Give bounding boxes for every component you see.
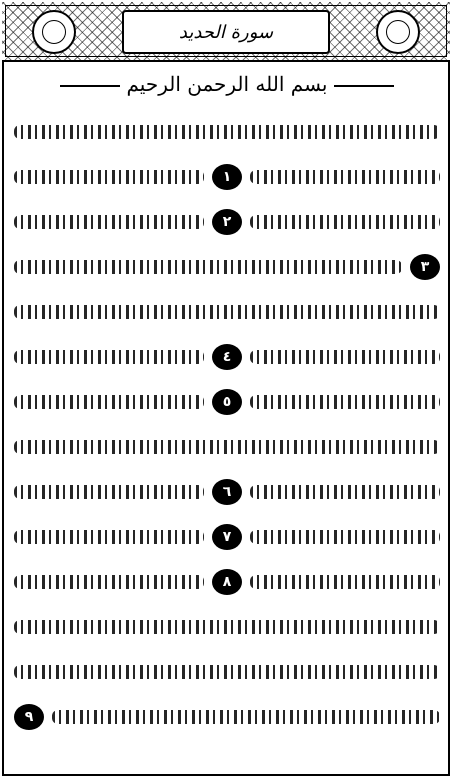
text-line [10,380,444,425]
text-line [10,605,444,650]
script-text [14,260,402,274]
text-line [10,560,444,605]
text-line [10,425,444,470]
text-line [10,110,444,155]
script-text [250,575,440,589]
ayah-number-marker: ١ [212,164,242,190]
script-text [250,215,440,229]
script-text [52,710,440,724]
script-text [14,530,204,544]
script-text [14,215,204,229]
script-text [14,485,204,499]
script-text [250,170,440,184]
text-line [10,650,444,695]
medallion-left-ornament [32,10,76,54]
basmala: بسم الله الرحمن الرحيم [0,72,454,96]
ayah-number-marker: ٢ [212,209,242,235]
ayah-number-marker: ٤ [212,344,242,370]
script-text [250,395,440,409]
script-text [14,440,440,454]
text-line [10,290,444,335]
text-line [10,470,444,515]
script-text [14,395,204,409]
script-text [14,575,204,589]
text-line [10,335,444,380]
text-line [10,695,444,740]
ayah-number-marker: ٦ [212,479,242,505]
script-text [14,305,440,319]
script-text [250,485,440,499]
text-line [10,245,444,290]
ayah-number-marker: ٥ [212,389,242,415]
surah-title-cartouche [122,10,330,54]
text-line [10,200,444,245]
surah-header [2,2,450,62]
script-text [14,620,440,634]
surah-title: سورة الحديد [178,21,274,43]
script-text [14,665,440,679]
script-text [250,530,440,544]
medallion-right-ornament [376,10,420,54]
ayah-number-marker: ٧ [212,524,242,550]
ayah-number-marker: ٨ [212,569,242,595]
text-lines [10,110,444,740]
script-text [14,125,440,139]
text-line [10,155,444,200]
ayah-number-marker: ٣ [410,254,440,280]
script-text [14,170,204,184]
ayah-number-marker: ٩ [14,704,44,730]
text-line [10,515,444,560]
script-text [14,350,204,364]
script-text [250,350,440,364]
